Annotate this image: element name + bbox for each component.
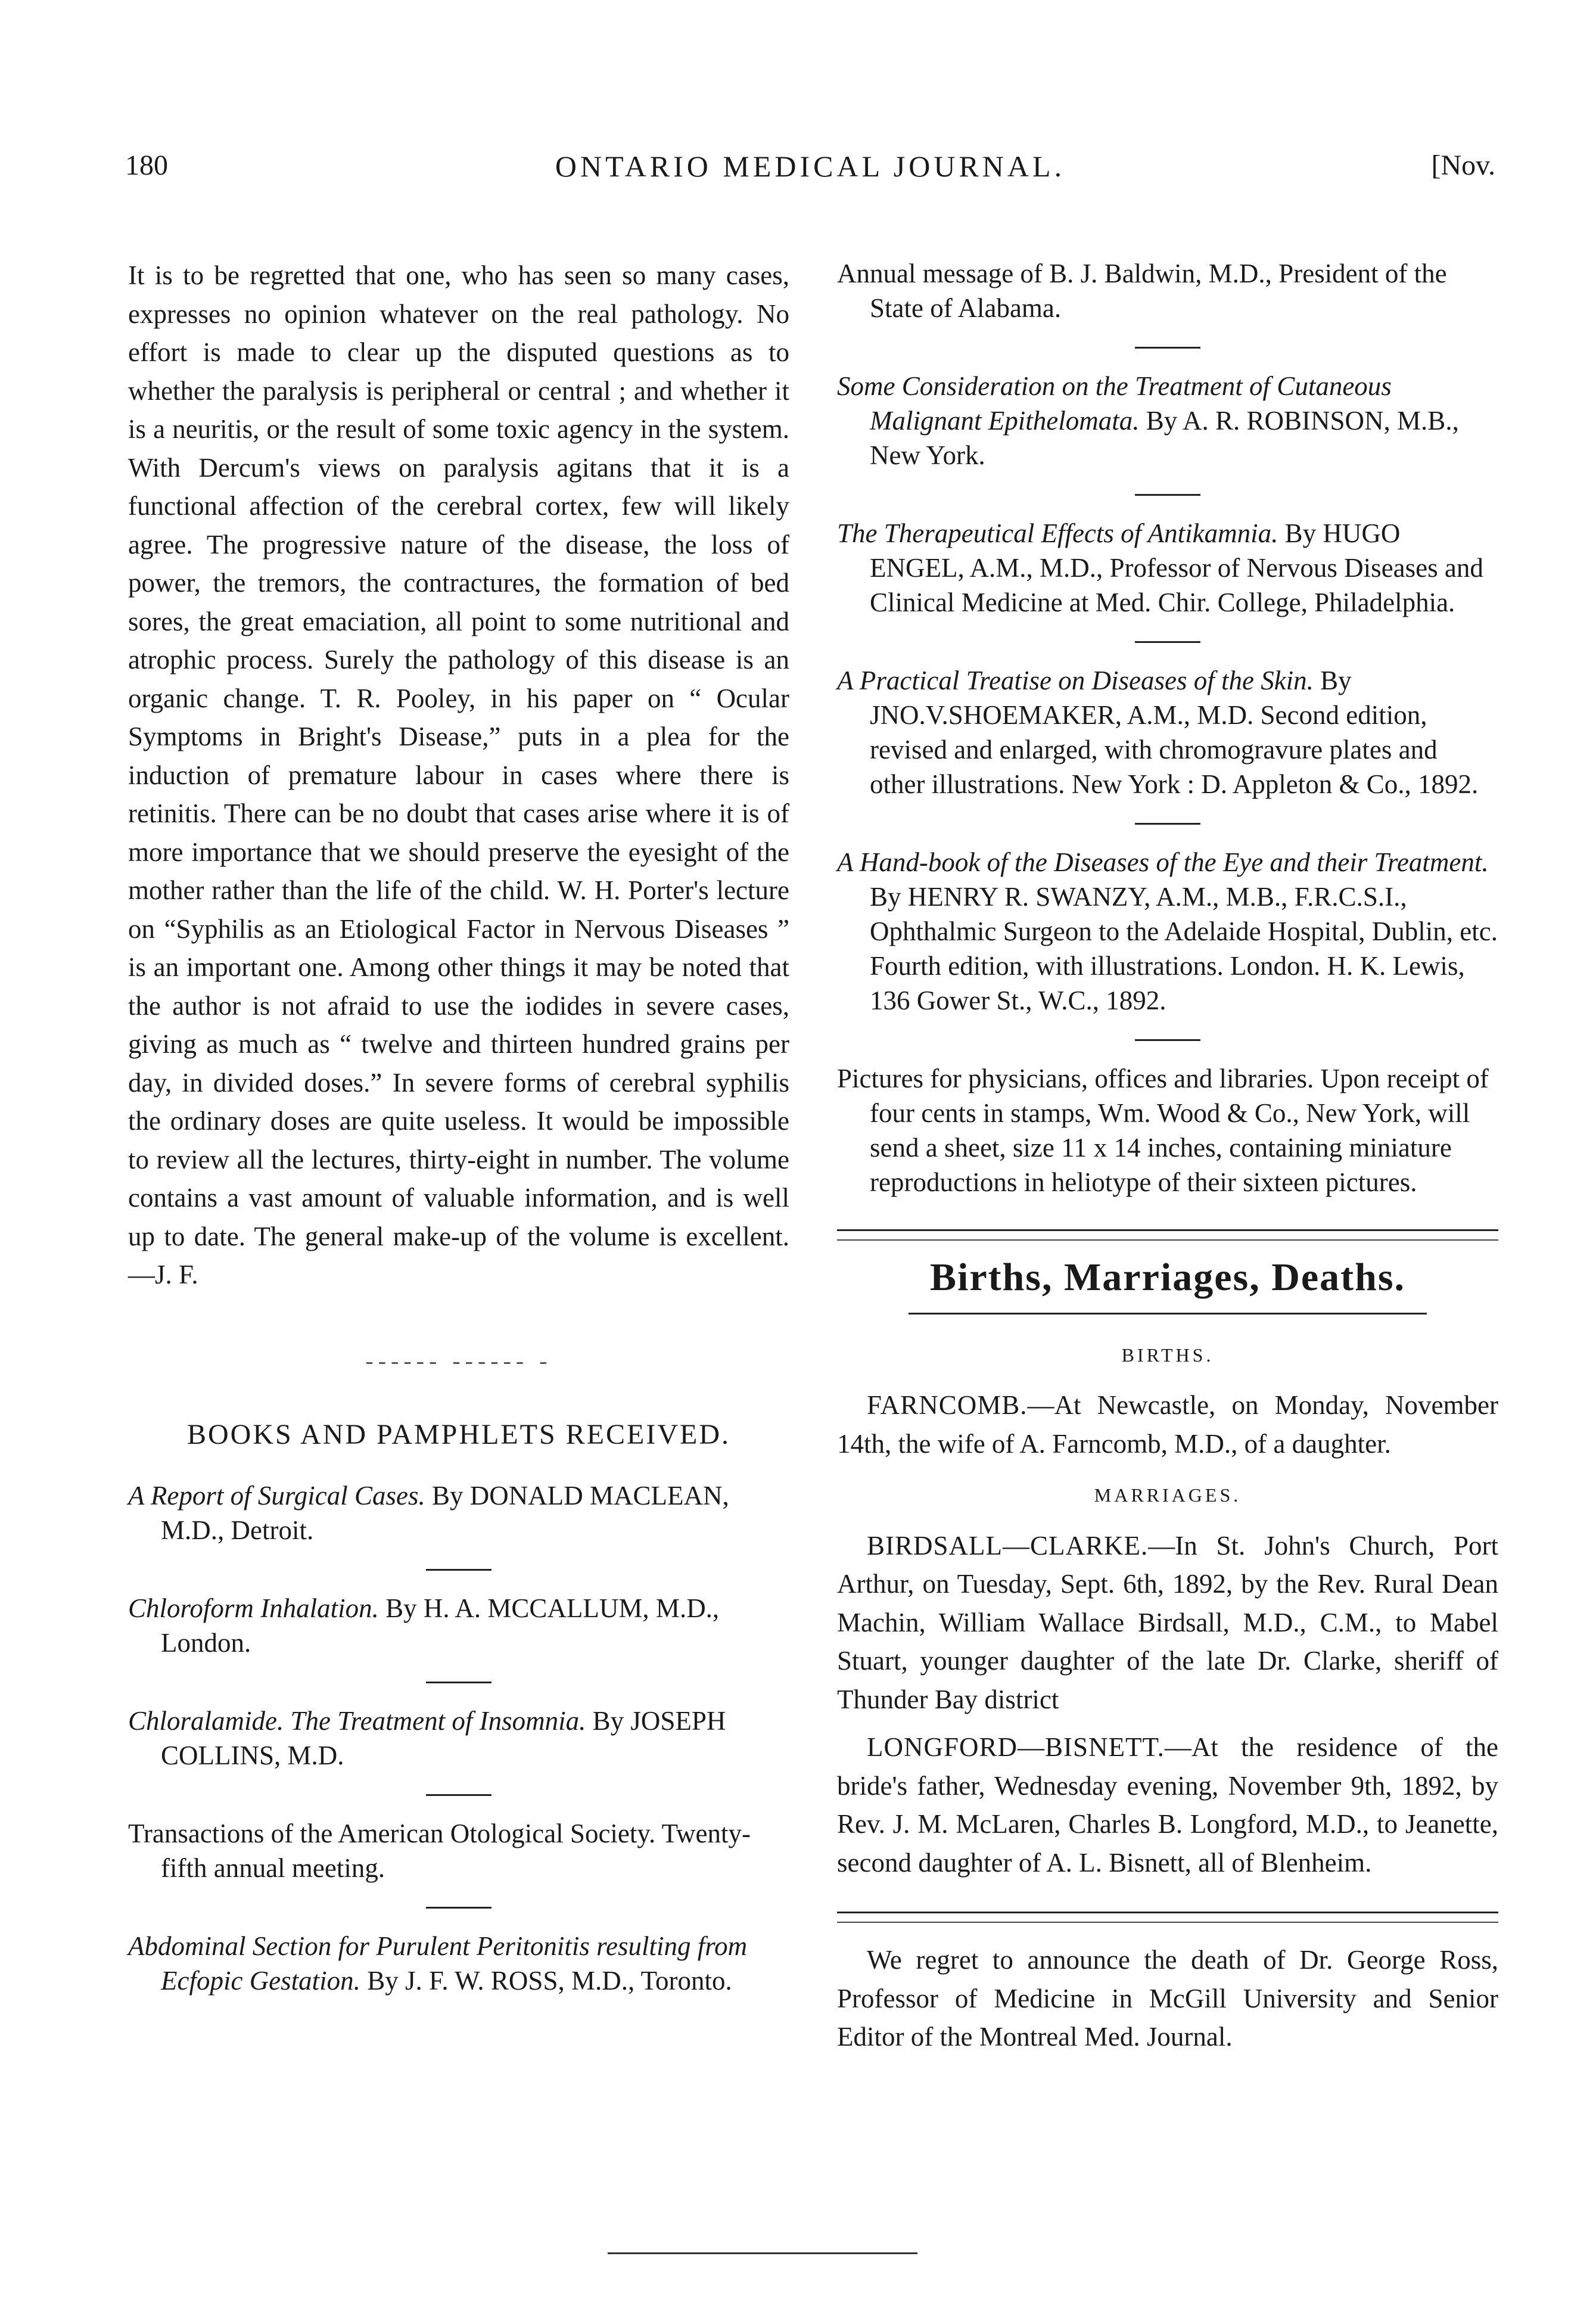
births-list [837,1386,1498,1463]
book-title: Abdominal Section for Purulent Peritonitis resulting from Ecfopic Gestation. [128,1931,748,1996]
book-entry [837,663,1498,801]
book-details: By HUGO ENGEL, A.M., M.D., Professor of Nervous Diseases and Clinical Medicine at Med. Chir. College, Philadelphia. [870,518,1483,617]
notice-name: LONGFORD—BISNETT. [867,1732,1165,1762]
notice-text: —At the residence of the bride's father, Wednesday evening, November 9th, 1892, by Rev. J. M. McLaren, Charles B. Longford, M.D., to Jeanette, second daughter of A. L. Bisnett, all of Blenheim. [837,1732,1498,1878]
entry-rule [426,1682,491,1683]
books-received-heading: BOOKS AND PAMPHLETS RECEIVED. [187,1419,730,1450]
entry-rule [426,1569,491,1571]
book-entry [128,1704,789,1773]
issue-month: [Nov. [1431,150,1495,181]
book-title: A Practical Treatise on Diseases of the Skin. [837,666,1314,695]
book-title: Some Consideration on the Treatment of Cutaneous Malignant Epithelomata. [837,371,1392,436]
book-details: Annual message of B. J. Baldwin, M.D., President of the State of Alabama. [837,259,1447,323]
book-details: By A. R. ROBINSON, M.B., New York. [870,406,1459,470]
right-column [837,256,1498,2056]
entry-rule [1135,494,1200,496]
notice-entry [837,1386,1498,1463]
book-details: By DONALD MACLEAN, M.D., Detroit. [161,1480,729,1545]
book-entry [837,369,1498,473]
heading-underline [909,1313,1427,1314]
book-details: Transactions of the American Otological Society. Twenty-fifth annual meeting. [128,1818,751,1883]
book-details: By JOSEPH COLLINS, M.D. [161,1705,726,1770]
pictures-note: Pictures for physicians, offices and libraries. Upon receipt of four cents in stamps, Wm. Wood & Co., New York, will send a sheet, size 11 x 14 inches, containing miniature reproductions in heliotype of their sixteen pictures. [837,1064,1489,1197]
book-entry [837,516,1498,620]
journal-title: ONTARIO MEDICAL JOURNAL. [555,150,1066,183]
entry-rule [1135,641,1200,643]
review-paragraph: It is to be regretted that one, who has seen so many cases, expresses no opinion whatever on the real pathology. No effort is made to clear up the disputed questions as to whether the paralysis is peripheral or central ; and whether it is a neuritis, or the result of some toxic agency in the system. With Dercum's views on paralysis agitans that it is a functional affection of the cerebral cortex, few will likely agree. The progressive nature of the disease, the loss of power, the tremors, the contractures, the formation of bed sores, the great emaciation, all point to some nutritional and atrophic process. Surely the pathology of this disease is an organic change. T. R. Pooley, in his paper on “ Ocular Symptoms in Bright's Disease,” puts in a plea for the induction of premature labour in cases where there is retinitis. There can be no doubt that cases arise where it is of more importance that we should preserve the eyesight of the mother rather than the life of the child. W. H. Porter's lecture on “Syphilis as an Etiological Factor in Nervous Diseases ” is an important one. Among other things it may be noted that the author is not afraid to use the iodides in severe cases, giving as much as “ twelve and thirteen hundred grains per day, in divided doses.” In severe forms of cerebral syphilis the ordinary doses are quite useless. It would be impossible to review all the lectures, thirty-eight in number. The volume contains a vast amount of valuable information, and is well up to date. The general make-up of the volume is excellent.—J. F. [128,260,789,1289]
book-title: Chloroform Inhalation. [128,1593,379,1623]
section-separator: ------ ------ - [365,1347,552,1374]
entry-rule [1135,823,1200,825]
death-notice: We regret to announce the death of Dr. George Ross, Professor of Medicine in McGill University and Senior Editor of the Montreal Med. Journal. [837,1945,1498,2052]
book-entry [837,845,1498,1018]
book-entry [837,256,1498,325]
page-header [125,149,1495,197]
book-details: By J. F. W. ROSS, M.D., Toronto. [367,1965,732,1996]
notice-name: FARNCOMB. [867,1390,1028,1420]
book-title: The Therapeutical Effects of Antikamnia. [837,518,1278,548]
footer-rule [608,2252,917,2254]
entry-rule [1135,1039,1200,1041]
births-label: BIRTHS. [1121,1344,1214,1366]
book-entry [128,1478,789,1547]
notice-entry [837,1728,1498,1882]
entry-rule [1135,347,1200,349]
book-title: Chloralamide. The Treatment of Insomnia. [128,1705,586,1736]
page-number: 180 [125,150,168,181]
notice-text: —In St. John's Church, Port Arthur, on Tuesday, Sept. 6th, 1892, by the Rev. Rural Dean Machin, William Wallace Birdsall, M.D., C.M., to Mabel Stuart, younger daughter of the late Dr. Clarke, sheriff of Thunder Bay district [837,1530,1498,1714]
births-marriages-deaths-heading: Births, Marriages, Deaths. [929,1256,1406,1299]
book-details: By JNO.V.SHOEMAKER, A.M., M.D. Second edition, revised and enlarged, with chromogravure plates and other illustrations. New York : D. Appleton & Co., 1892. [870,666,1479,799]
double-rule [837,1229,1498,1241]
double-rule [837,1912,1498,1923]
notice-name: BIRDSALL—CLARKE. [867,1530,1149,1561]
entry-rule [426,1907,491,1909]
book-title: A Hand-book of the Diseases of the Eye and their Treatment. [837,847,1489,877]
books-list-right [837,256,1498,1018]
notice-text: —At Newcastle, on Monday, November 14th, the wife of A. Farncomb, M.D., of a daughter. [837,1390,1498,1459]
book-title: A Report of Surgical Cases. [128,1480,425,1511]
book-entry [128,1929,789,1998]
marriages-label: MARRIAGES. [1094,1484,1242,1506]
book-entry [128,1591,789,1660]
marriages-list [837,1527,1498,1882]
books-list-left [128,1478,789,1998]
left-column [128,256,789,1998]
book-details: By H. A. MCCALLUM, M.D., London. [161,1593,720,1658]
book-details: By HENRY R. SWANZY, A.M., M.B., F.R.C.S.I., Ophthalmic Surgeon to the Adelaide Hospital, Dublin, etc. Fourth edition, with illustrations. London. H. K. Lewis, 136 Gower St., W.C., 1892. [870,882,1498,1015]
book-entry [128,1816,789,1885]
entry-rule [426,1794,491,1796]
notice-entry [837,1527,1498,1719]
